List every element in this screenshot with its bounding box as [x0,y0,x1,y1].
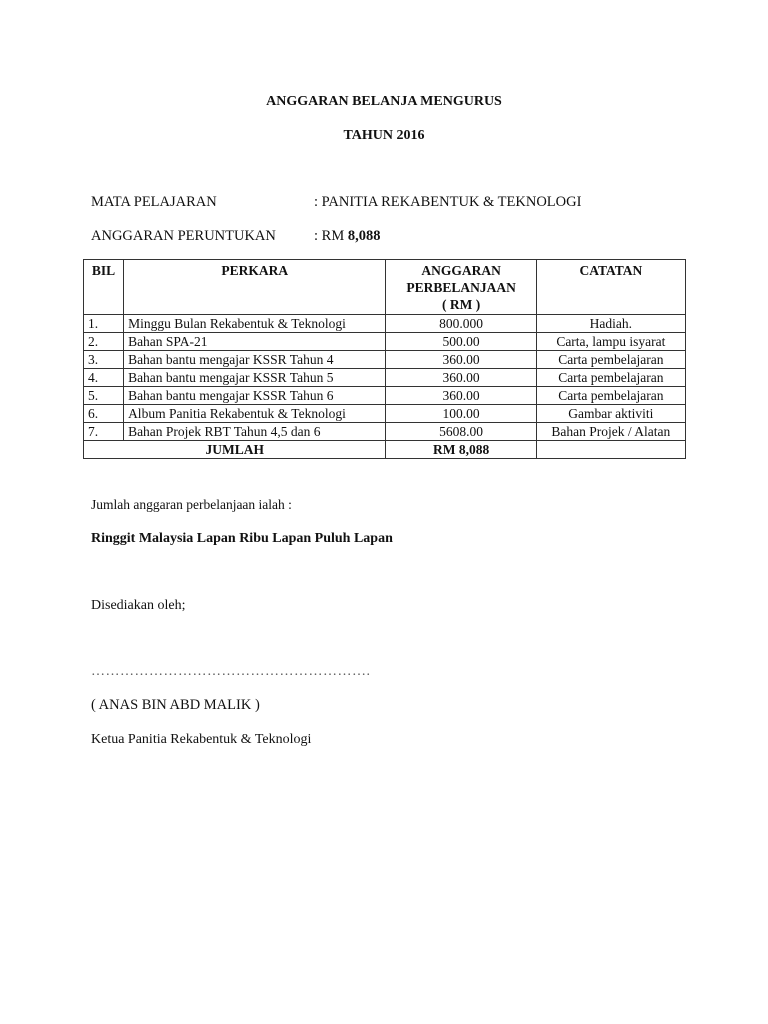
cell-bil: 3. [84,351,124,369]
cell-anggaran: 360.00 [386,351,536,369]
cell-perkara: Bahan Projek RBT Tahun 4,5 dan 6 [124,423,386,441]
cell-bil: 6. [84,405,124,423]
cell-anggaran: 100.00 [386,405,536,423]
total-label: JUMLAH [84,441,386,459]
table-row [84,351,686,369]
cell-anggaran: 5608.00 [386,423,536,441]
cell-bil: 2. [84,333,124,351]
cell-catatan: Bahan Projek / Alatan [536,423,685,441]
cell-anggaran: 360.00 [386,369,536,387]
subject-label: MATA PELAJARAN [91,194,217,210]
cell-anggaran: 360.00 [386,387,536,405]
signature-line: …………………………………………………. [91,664,371,679]
table-row [84,315,686,333]
allocation-value [314,228,380,245]
cell-bil: 5. [84,387,124,405]
cell-perkara: Bahan bantu mengajar KSSR Tahun 4 [124,351,386,369]
allocation-label: ANGGARAN PERUNTUKAN [91,228,276,244]
signatory-name: ( ANAS BIN ABD MALIK ) [91,697,260,713]
prepared-by-label: Disediakan oleh; [91,598,186,613]
header-anggaran-line2: PERBELANJAAN [406,280,516,295]
table-row [84,387,686,405]
table-header-row [84,260,686,315]
cell-catatan: Hadiah. [536,315,685,333]
header-catatan: CATATAN [536,260,685,315]
cell-anggaran: 500.00 [386,333,536,351]
table-row [84,405,686,423]
header-anggaran-line3: ( RM ) [441,297,481,312]
cell-catatan: Carta pembelajaran [536,351,685,369]
signatory-position: Ketua Panitia Rekabentuk & Teknologi [91,732,312,747]
cell-perkara: Minggu Bulan Rekabentuk & Teknologi [124,315,386,333]
cell-catatan: Gambar aktiviti [536,405,685,423]
subject-value: : PANITIA REKABENTUK & TEKNOLOGI [314,194,582,210]
table-row [84,423,686,441]
allocation-prefix: : RM [314,228,348,244]
total-empty-cell [536,441,685,459]
total-value: RM 8,088 [386,441,536,459]
cell-catatan: Carta, lampu isyarat [536,333,685,351]
cell-bil: 4. [84,369,124,387]
cell-catatan: Carta pembelajaran [536,387,685,405]
cell-perkara: Bahan SPA-21 [124,333,386,351]
header-anggaran [386,260,536,315]
cell-bil: 7. [84,423,124,441]
allocation-amount: 8,088 [347,228,381,244]
total-intro-text: Jumlah anggaran perbelanjaan ialah : [91,497,292,512]
header-perkara: PERKARA [124,260,386,315]
header-anggaran-line1: ANGGARAN [421,263,501,278]
document-title: ANGGARAN BELANJA MENGURUS [266,94,502,109]
table-row [84,369,686,387]
cell-catatan: Carta pembelajaran [536,369,685,387]
cell-anggaran: 800.000 [386,315,536,333]
cell-perkara: Bahan bantu mengajar KSSR Tahun 5 [124,369,386,387]
cell-perkara: Bahan bantu mengajar KSSR Tahun 6 [124,387,386,405]
header-bil: BIL [84,260,124,315]
table-row [84,333,686,351]
budget-table [83,259,686,459]
document-year: TAHUN 2016 [343,128,425,143]
table-total-row [84,441,686,459]
cell-bil: 1. [84,315,124,333]
total-in-words: Ringgit Malaysia Lapan Ribu Lapan Puluh Lapan [91,531,393,546]
cell-perkara: Album Panitia Rekabentuk & Teknologi [124,405,386,423]
